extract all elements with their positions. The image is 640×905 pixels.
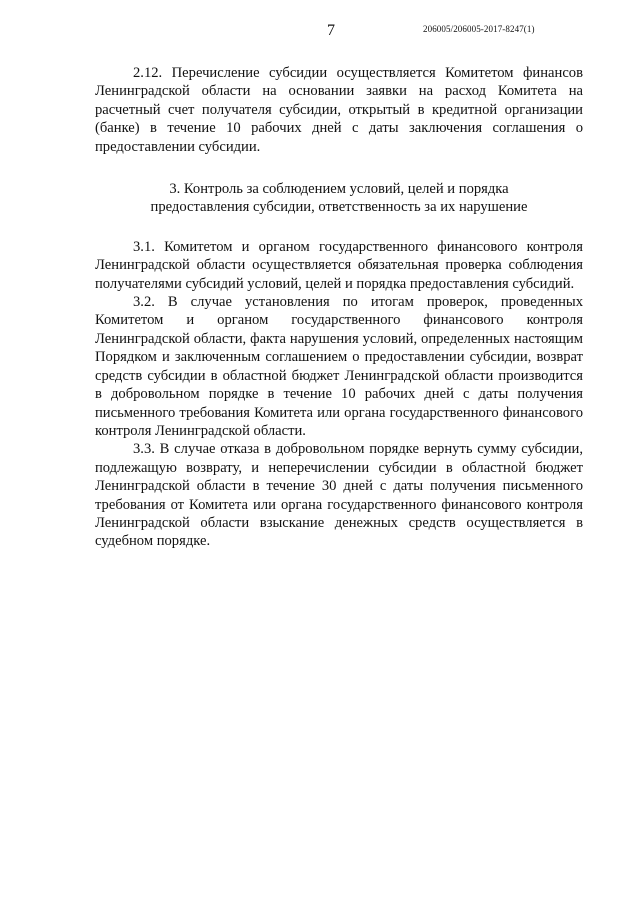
- paragraph-2-12: 2.12. Перечисление субсидии осуществляется Комитетом финансов Ленинградской области на основании заявки на расход Комитета на расчетный счет получателя субсидии, открытый в кредитной организации (банке) в течение 10 рабочих дней с даты заключения соглашения о предоставлении субсидии.: [95, 65, 583, 155]
- paragraph-3-1: 3.1. Комитетом и органом государственного финансового контроля Ленинградской области осуществляется обязательная проверка соблюдения получателями субсидий условий, целей и порядка предоставления субсидий.: [95, 238, 583, 292]
- document-code: 206005/206005-2017-8247(1): [423, 24, 535, 34]
- section-3-heading-line-1: 3. Контроль за соблюдением условий, целей и порядка: [169, 181, 509, 198]
- section-3-heading-line-2: предоставления субсидии, ответственность за их нарушение: [150, 199, 528, 216]
- section-3-heading: [95, 180, 583, 217]
- document-body: [95, 60, 583, 551]
- paragraph-3-3: 3.3. В случае отказа в добровольном порядке вернуть сумму субсидии, подлежащую возврату, и неперечислении субсидии в областной бюджет Ленинградской области в течение 30 дней с даты получения письменного требования от Комитета или органа государственного финансового контроля Ленинградской области взыскание денежных средств осуществляется в судебном порядке.: [95, 441, 583, 550]
- page-number: 7: [327, 22, 335, 39]
- paragraph-3-2: 3.2. В случае установления по итогам проверок, проведенных Комитетом и органом государственного финансового контроля Ленинградской области, факта нарушения условий, определенных настоящим Порядком и заключенным соглашением о предоставлении субсидии, возврат средств субсидии в областной бюджет Ленинградской области производится в добровольном порядке в течение 10 рабочих дней с даты получения письменного требования Комитета или органа государственного финансового контроля Ленинградской области.: [95, 294, 583, 439]
